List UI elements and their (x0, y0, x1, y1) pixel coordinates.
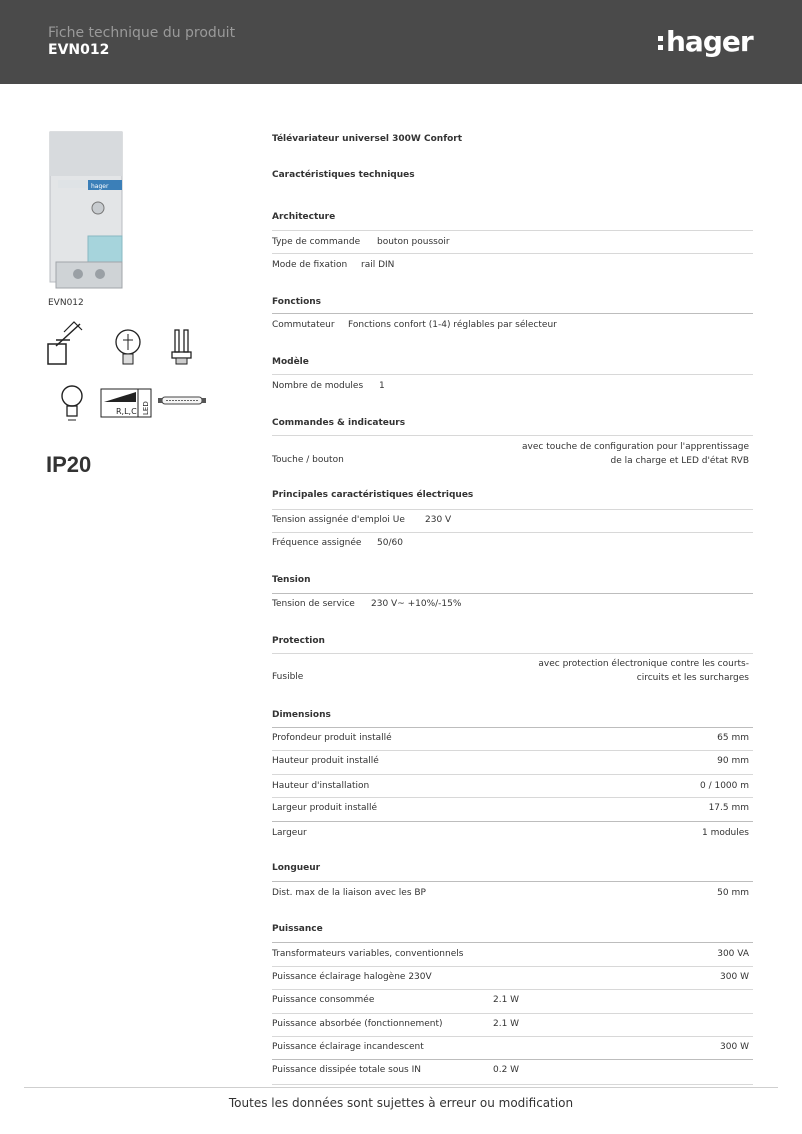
spec-value: 2.1 W (493, 1019, 520, 1029)
spec-row (272, 1059, 753, 1085)
spec-label: Puissance éclairage incandescent (272, 1042, 424, 1052)
spec-label: Commutateur (272, 320, 335, 330)
rlc-led-icon (100, 388, 154, 420)
dimmer-symbol-icon (46, 318, 90, 366)
spec-value: 300 W (720, 972, 749, 982)
spec-row (272, 509, 753, 533)
incandescent-bulb-icon (58, 382, 90, 426)
spec-value: 1 (379, 381, 385, 391)
section-modele: Modèle (272, 357, 309, 367)
spec-value: 50/60 (377, 538, 403, 548)
spec-row (272, 989, 753, 1014)
section-longueur: Longueur (272, 863, 321, 873)
spec-row (272, 230, 753, 254)
spec-label: Puissance éclairage halogène 230V (272, 972, 432, 982)
specs-heading: Caractéristiques techniques (272, 170, 415, 180)
spec-label: Fusible (272, 672, 304, 682)
spec-row (272, 797, 753, 822)
page-header (0, 0, 802, 84)
header-subtitle: Fiche technique du produit (48, 25, 236, 41)
section-puissance: Puissance (272, 924, 323, 934)
spec-value: avec touche de configuration pour l'apprentissage (522, 442, 749, 452)
spec-label: Puissance dissipée totale sous IN (272, 1065, 421, 1075)
spec-row (272, 593, 753, 618)
section-electriques: Principales caractéristiques électriques (272, 490, 474, 500)
spec-label: Nombre de modules (272, 381, 364, 391)
spec-label: Puissance consommée (272, 995, 375, 1005)
spec-label: Mode de fixation (272, 260, 348, 270)
logo-wordmark: hager (666, 24, 753, 58)
spec-row (272, 653, 753, 694)
spec-value: 230 V (425, 515, 452, 525)
halogen-tube-icon (158, 394, 206, 408)
spec-label: Tension de service (272, 599, 355, 609)
spec-label: Touche / bouton (272, 455, 344, 465)
spec-label: Type de commande (272, 237, 361, 247)
spec-row (272, 727, 753, 751)
spec-value: rail DIN (361, 260, 395, 270)
spec-row (272, 821, 753, 846)
section-dimensions: Dimensions (272, 710, 331, 720)
product-image-brand: hager (91, 183, 109, 190)
spec-row (272, 1036, 753, 1060)
spec-value: 1 modules (701, 828, 749, 838)
section-fonctions: Fonctions (272, 297, 322, 307)
product-label: EVN012 (48, 298, 84, 308)
footer-divider (24, 1087, 778, 1088)
spec-row (272, 774, 753, 798)
compact-fluorescent-icon (168, 326, 196, 370)
product-title: Télévariateur universel 300W Confort (272, 134, 463, 144)
led-text: LED (142, 401, 150, 415)
spec-label: Dist. max de la liaison avec les BP (272, 888, 426, 898)
section-tension: Tension (272, 575, 311, 585)
spec-label: Profondeur produit installé (272, 733, 392, 743)
spec-value: 230 V~ +10%/-15% (371, 599, 462, 609)
spec-value: avec protection électronique contre les courts- (538, 659, 749, 669)
section-architecture: Architecture (272, 212, 336, 222)
footer-disclaimer: Toutes les données sont sujettes à erreur ou modification (228, 1096, 574, 1110)
spec-value: 0.2 W (493, 1065, 520, 1075)
spec-value: 0 / 1000 m (699, 781, 749, 791)
spec-value: 90 mm (717, 756, 749, 766)
spec-label: Hauteur produit installé (272, 756, 379, 766)
spec-value: Fonctions confort (1-4) réglables par sélecteur (348, 320, 557, 330)
spec-value: 17.5 mm (708, 803, 749, 813)
spec-row (272, 313, 753, 338)
spec-value: 300 W (720, 1042, 749, 1052)
spec-value: 50 mm (717, 888, 749, 898)
product-image (48, 128, 128, 296)
spec-row (272, 253, 753, 278)
spec-row (272, 435, 753, 476)
spec-row (272, 750, 753, 775)
spec-value: 65 mm (717, 733, 749, 743)
spec-row (272, 942, 753, 967)
spec-label: Fréquence assignée (272, 538, 362, 548)
spec-row (272, 1013, 753, 1037)
spec-label: Largeur (272, 828, 307, 838)
logo-colon-icon (658, 36, 663, 50)
section-protection: Protection (272, 636, 325, 646)
ip-rating: IP20 (46, 452, 92, 477)
spec-row (272, 966, 753, 990)
spec-value: de la charge et LED d'état RVB (610, 456, 749, 466)
spec-label: Hauteur d'installation (272, 781, 370, 791)
spec-value: 300 VA (717, 949, 749, 959)
halogen-bulb-icon (112, 326, 144, 370)
spec-label: Transformateurs variables, conventionnels (272, 949, 464, 959)
spec-row (272, 374, 753, 399)
spec-value: 2.1 W (493, 995, 520, 1005)
spec-value: circuits et les surcharges (636, 673, 749, 683)
section-commandes: Commandes & indicateurs (272, 418, 406, 428)
hager-logo (658, 24, 753, 58)
spec-label: Tension assignée d'emploi Ue (272, 515, 405, 525)
rlc-text: R,L,C (116, 407, 137, 416)
spec-row (272, 881, 753, 906)
spec-row (272, 532, 753, 557)
spec-label: Puissance absorbée (fonctionnement) (272, 1019, 443, 1029)
header-reference: EVN012 (48, 42, 110, 58)
spec-value: bouton poussoir (377, 237, 450, 247)
spec-label: Largeur produit installé (272, 803, 378, 813)
